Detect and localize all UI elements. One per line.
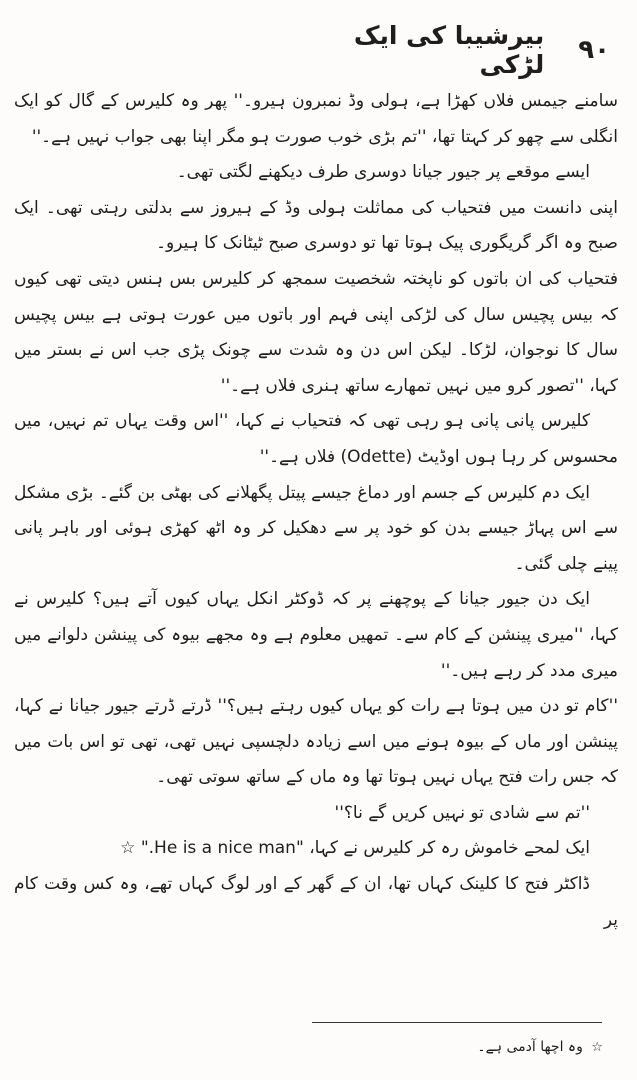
page-number: ۹۰ (578, 35, 610, 65)
paragraph: سامنے جیمس فلاں کھڑا ہے، ہولی وڈ نمبرون ہیرو۔'' پھر وہ کلیرس کے گال کو ایک انگلی سے چھو کر کہتا تھا، ''تم بڑی خوب صورت ہو مگر اپنا بھی جواب نہیں ہے۔'' (14, 91, 618, 147)
paragraph: ''کام تو دن میں ہوتا ہے رات کو یہاں کیوں رہتے ہیں؟'' ڈرتے ڈرتے جیور جیانا نے کہا، پینشن اور ماں کے بیوہ ہونے میں اسے زیادہ دلچسپی نہیں تھی، تھی تو اس بات میں کہ جس رات فتح یہاں نہیں ہوتا تھا وہ ماں کے ساتھ سوتی تھی۔ (14, 696, 618, 788)
paragraph: کلیرس پانی پانی ہو رہی تھی کہ فتحیاب نے کہا، ''اس وقت یہاں تم نہیں، میں محسوس کر رہا ہوں اوڈیٹ (Odette) فلاں ہے۔'' (14, 411, 618, 467)
paragraph: فتحیاب کی ان باتوں کو ناپختہ شخصیت سمجھ کر کلیرس بس ہنس دیتی تھی کیوں کہ بیس پچیس سال کی لڑکی اپنی فہم اور باتوں میں عورت ہوتی ہے بیس پچیس سال کا نوجوان، لڑکا۔ لیکن اس دن وہ شدت سے چونک پڑی جب اس نے بستر میں کہا، ''تصور کرو میں نہیں تمھارے ساتھ ہنری فلاں ہے۔'' (14, 268, 618, 396)
footnote-divider (312, 1022, 602, 1023)
paragraph: ''تم سے شادی تو نہیں کریں گے نا؟'' (334, 802, 590, 823)
paragraph: اپنی دانست میں فتحیاب کی مماثلت ہولی وڈ کے ہیروز سے بدلتی رہتی تھی۔ ایک صبح وہ اگر گریگوری پیک ہوتا تھا تو دوسری صبح ٹیٹانک کا ہیرو۔ (14, 197, 618, 254)
star-icon: ☆ (591, 1040, 603, 1055)
paragraph: ایک لمحے خاموش رہ کر کلیرس نے کہا، "He is a nice man." ☆ (120, 838, 590, 859)
body-text (14, 84, 618, 1014)
footnote (43, 1036, 603, 1059)
paragraph: ڈاکٹر فتح کا کلینک کہاں تھا، ان کے گھر کے اور لوگ کہاں تھے، وہ کس وقت کام پر (14, 874, 618, 930)
page-header (310, 21, 610, 79)
paragraph: ایک دم کلیرس کے جسم اور دماغ جیسے پیتل پگھلانے کی بھٹی بن گئے۔ بڑی مشکل سے اس پہاڑ جیسے بدن کو خود پر سے دھکیل کر وہ اٹھ کھڑی ہوئی اور باہر پانی پینے چلی گئی۔ (14, 482, 618, 574)
running-title: بیرشیبا کی ایک لڑکی (353, 21, 545, 79)
paragraph: ایک دن جیور جیانا کے پوچھنے پر کہ ڈوکٹر انکل یہاں کیوں آتے ہیں؟ کلیرس نے کہا، ''میری پینشن کے کام سے۔ تمھیں معلوم ہے وہ مجھے بیوہ کی پینشن دلوانے میں میری مدد کر رہے ہیں۔'' (14, 589, 618, 681)
footnote-text: وہ اچھا آدمی ہے۔ (477, 1039, 583, 1055)
paragraph: ایسے موقعے پر جیور جیانا دوسری طرف دیکھنے لگتی تھی۔ (176, 162, 590, 183)
